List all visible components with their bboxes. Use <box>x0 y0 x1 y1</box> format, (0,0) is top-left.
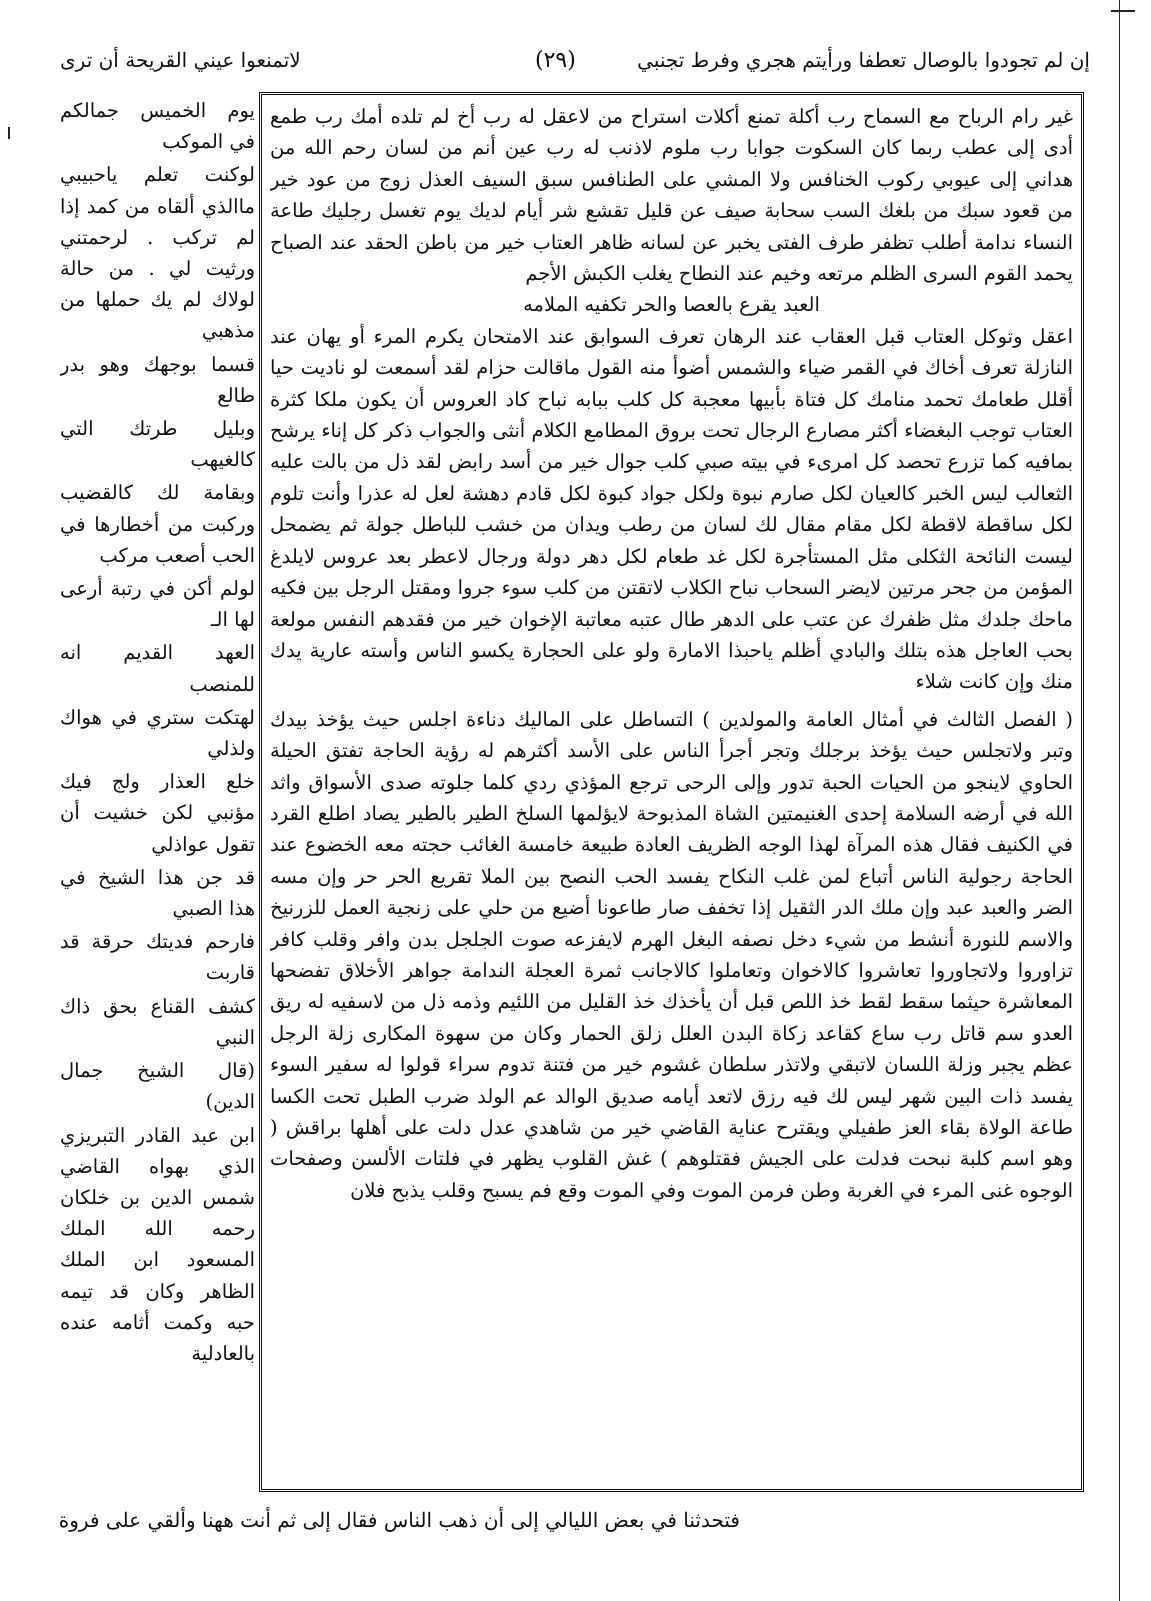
margin-line: خلع العذار ولج فيك مؤنبي لكن خشيت أن تقول عواذلي <box>60 770 255 856</box>
page-number: (٢٩) <box>535 48 576 73</box>
margin-line: ابن عبد القادر التبريزي الذي بهواه القاضي شمس الدين بن خلكان رحمه الله الملك المسعود ابن الملك الظاهر وكان قد تيمه حبه وكمت أثامه عنده بالعادلية <box>60 1123 255 1365</box>
margin-line: لهتكت ستري في هواك ولذلي <box>60 705 255 761</box>
header-verse-left: لاتمنعوا عيني القريحة أن ترى <box>60 48 301 72</box>
centered-verse: العبد يقرع بالعصا والحر تكفيه الملامه <box>523 293 820 317</box>
margin-line: وبليل طرتك التي كالغيهب <box>60 417 255 472</box>
page-edge-line <box>1119 0 1120 1601</box>
main-text-frame <box>259 92 1084 1492</box>
main-text-body <box>270 101 1073 1483</box>
margin-line: العهد القديم انه للمنصب <box>60 641 255 696</box>
proverbs-paragraph-1: غير رام الرباح مع السماح رب أكلة تمنع أكلات استراح من لاعقل له رب أخ لم تلده أمك رب طمع أدى إلى عطب ربما كان السكوت جوابا رب ملوم لاذنب له رب عين أنم من لسان رحم الله من هداني إلى عيوبي ركوب الخنافس ولا المشي على الطنافس سبق السيف العذل زوج من عود خير من قعود سبك من بلغك السب سحابة صيف عن قليل تقشع شر أيام لديك يوم تغسل رجليك طاعة النساء ندامة أطلب تظفر طرف الفتى يخبر عن لسانه ظاهر العتاب خير من باطن الحقد عند الصباح يحمد القوم السرى الظلم مرتعه وخيم عند النطاح يغلب الكبش الأجم <box>270 105 1073 286</box>
margin-line: وبقامة لك كالقضيب وركبت من أخطارها في الحب أصعب مركب <box>60 481 255 567</box>
page-edge-mark <box>1111 10 1135 12</box>
margin-line: لوكنت تعلم ياحبيبي ماالذي ألقاه من كمد إذا لم تركب . لرحمتني ورثيت لي . من حالة لولاك لم يك حملها من مذهبي <box>60 163 255 343</box>
margin-line: يوم الخميس جمالكم في الموكب <box>60 99 255 154</box>
margin-line: قسما بوجهك وهو بدر طالع <box>60 352 255 407</box>
catchword-footer: فتحدثنا في بعض الليالي إلى أن ذهب الناس فقال إلى ثم أنت ههنا وألقي على فروة <box>58 1508 740 1532</box>
margin-line: لولم أكن في رتبة أرعى لها الـ <box>60 577 255 632</box>
margin-poem-column <box>60 95 255 1490</box>
margin-heading: (قال الشيخ جمال الدين) <box>60 1059 255 1114</box>
header-verse-right: إن لم تجودوا بالوصال تعطفا ورأيتم هجري وفرط تجنبي <box>637 48 1090 72</box>
section-three-paragraph: ( الفصل الثالث في أمثال العامة والمولدين ) التساطل على الماليك دناءة اجلس حيث يؤخذ بيدك وتبر ولاتجلس حيث يؤخذ برجلك وتجر أجرأ الناس على الأسد أكثرهم له رؤية الحاجة تفتق الحيلة الحاوي لاينجو من الحيات الحبة تدور وإلى الرحى ترجع المؤذي ردي كلما جلوته صدى الأسواق واثد الله في أرضه السلامة إحدى الغنيمتين الشاة المذبوحة لايؤلمها السلخ الطير بالطير يصاد اطلع القرد في الكنيف فقال هذه المرآة لهذا الوجه الظريف العادة طبيعة خامسة الغائب حجته معه الخضوع عند الحاجة رجولية الناس أتباع لمن غلب النكاح يفسد الحب النصح بين الملا تقريع الحر حر وإن مسه الضر والعبد عبد وإن ملك الدر الثقيل إذا تخفف صار طاعونا أضيع من حلي على زنجية العمل للزرنيخ والاسم للنورة أنشط من شيء دخل نصفه البغل الهرم لايفزعه صوت الجلجل بدن وافر وقلب كافر تزاوروا ولاتجاوروا تعاشروا كالاخوان وتعاملوا كالاجانب ثمرة العجلة الندامة جواهر الأخلاق تفضحها المعاشرة حيثما سقط لقط خذ اللص قبل أن يأخذك خذ القليل من اللئيم وذمه ذل من لاسفيه له ريق العدو سم قاتل رب ساع كقاعد زكاة البدن العلل زلق الحمار وكان من سهوة المكارى زلة الرجل عظم يجبر وزلة اللسان لاتبقي ولاتذر سلطان غشوم خير من فتنة تدوم سراء قولوا له سفير السوء يفسد ذات البين شهر ليس لك فيه رزق لاتعد أيامه صديق الوالد عم الولد ضرب الطبل تحت الكسا طاعة الولاة بقاء العز طفيلي ويقترح عناية القاضي خير من شاهدي عدل دلت على أهلها براقش ( وهو اسم كلبة نبحت فدلت على الجيش فقتلوهم ) غش القلوب يظهر في فلتات الألسن وصفحات الوجوه غنى المرء في الغربة وطن فرمن الموت وفي الموت وقع فم يسبح وقلب يذبح فلان <box>270 707 1073 1202</box>
running-header <box>60 40 1090 88</box>
margin-line: كشف القناع بحق ذاك النبي <box>60 994 255 1049</box>
margin-line: فارحم فديتك حرقة قد قاربت <box>60 930 255 985</box>
proverbs-paragraph-2: اعقل وتوكل العتاب قبل العقاب عند الرهان تعرف السوابق عند الامتحان يكرم المرء أو يهان عند النازلة تعرف أخاك في القمر ضياء والشمس أضوأ منه القول ماقالت حزام لقد أسمعت لو ناديت حيا أقلل طعامك تحمد منامك كل فتاة بأبيها معجبة كل كلب ببابه نباح كاد العروس أن يكون ملكا كثرة العتاب توجب البغضاء أكثر مصارع الرجال تحت بروق المطامع الكلام أنثى والجواب ذكر كل إناء يرشح بمافيه كما تزرع تحصد كل امرىء في بيته صبي كلب جوال خير من أسد رابض لقد ذل من بالت عليه الثعالب ليس الخبر كالعيان لكل صارم نبوة ولكل جواد كبوة لكل قادم دهشة لعل له عذرا وأنت تلوم لكل ساقطة لاقطة لكل مقام مقال لك لسان من رطب ويدان من خشب للباطل جولة ثم يضمحل ليست النائحة الثكلى مثل المستأجرة لكل غد طعام لكل دهر دولة ورجال لاعطر بعد عروس لايلدغ المؤمن من جحر مرتين لايضر السحاب نباح الكلاب لاتقتن من كلب سوء جروا ومقتل الرجل بين فكيه ماحك جلدك مثل ظفرك عن عتب على الدهر طال عتبه معاتبة الإخوان خير من فقدهم النفس مولعة بحب العاجل هذه بتلك والبادي أظلم ياحبذا الامارة ولو على الحجارة يكسو الناس وأسته عارية يدك منك وإن كانت شلاء <box>270 324 1073 694</box>
page-mark <box>8 127 10 139</box>
margin-line: قد جن هذا الشيخ في هذا الصبي <box>60 865 255 921</box>
